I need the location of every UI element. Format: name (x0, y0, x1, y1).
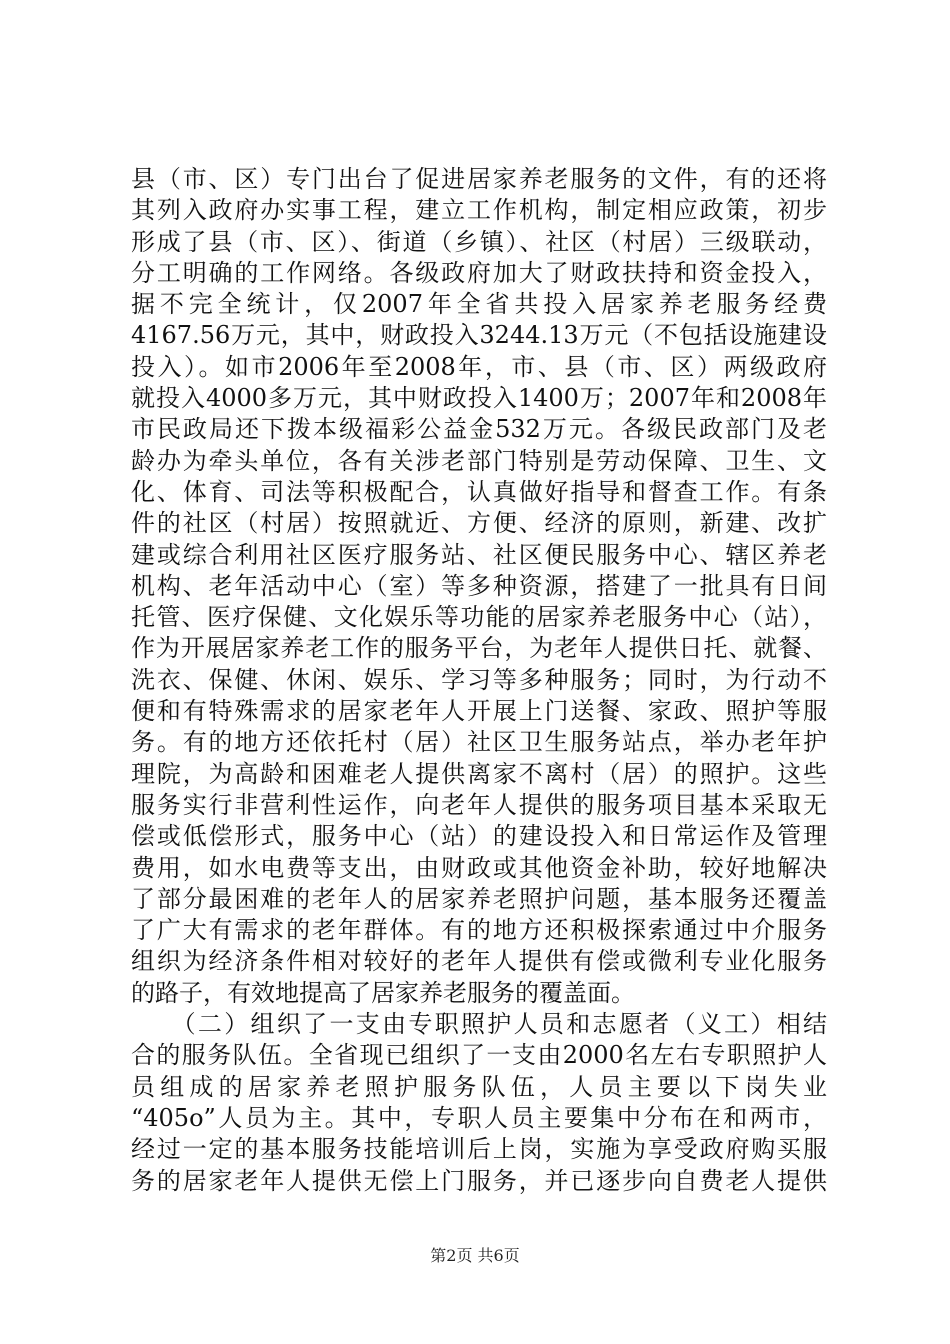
text-line: 员组成的居家养老照护服务队伍，人员主要以下岗失业 (131, 1072, 827, 1101)
text-line: 县（市、区）专门出台了促进居家养老服务的文件，有的还将 (131, 165, 827, 193)
text-line: 就投入4000多万元，其中财政投入1400万；2007年和2008年 (131, 384, 827, 413)
text-line: 务。有的地方还依托村（居）社区卫生服务站点，举办老年护 (131, 728, 827, 757)
text-line: 分工明确的工作网络。各级政府加大了财政扶持和资金投入， (131, 258, 827, 287)
text-line: 便和有特殊需求的居家老年人开展上门送餐、家政、照护等服 (131, 697, 827, 726)
text-line: 的路子，有效地提高了居家养老服务的覆盖面。 (131, 978, 635, 1007)
text-line: 服务实行非营利性运作，向老年人提供的服务项目基本采取无 (131, 790, 827, 819)
text-line: 费用，如水电费等支出，由财政或其他资金补助，较好地解决 (131, 853, 827, 882)
text-line: 作为开展居家养老工作的服务平台，为老年人提供日托、就餐、 (131, 634, 827, 663)
text-line: 据不完全统计，仅2007年全省共投入居家养老服务经费 (131, 290, 827, 319)
text-line: 偿或低偿形式，服务中心（站）的建设投入和日常运作及管理 (131, 822, 827, 851)
text-line: 洗衣、保健、休闲、娱乐、学习等多种服务；同时，为行动不 (131, 665, 827, 694)
text-line: 经过一定的基本服务技能培训后上岗，实施为享受政府购买服 (131, 1135, 827, 1164)
text-line: 龄办为牵头单位，各有关涉老部门特别是劳动保障、卫生、文 (131, 446, 827, 475)
text-line: 了广大有需求的老年群体。有的地方还积极探索通过中介服务 (131, 916, 827, 945)
text-line: 形成了县（市、区）、街道（乡镇）、社区（村居）三级联动， (131, 227, 827, 256)
text-line: 组织为经济条件相对较好的老年人提供有偿或微利专业化服务 (131, 947, 827, 976)
text-line: 了部分最困难的老年人的居家养老照护问题，基本服务还覆盖 (131, 884, 827, 913)
page-footer: 第2页 共6页 (430, 1246, 520, 1265)
text-line: 化、体育、司法等积极配合，认真做好指导和督查工作。有条 (131, 477, 827, 506)
text-line: 务的居家老年人提供无偿上门服务，并已逐步向自费老人提供 (131, 1166, 827, 1195)
text-line: 件的社区（村居）按照就近、方便、经济的原则，新建、改扩 (131, 509, 827, 538)
text-line: 机构、老年活动中心（室）等多种资源，搭建了一批具有日间 (131, 571, 827, 600)
text-line: 建或综合利用社区医疗服务站、社区便民服务中心、辖区养老 (131, 540, 827, 569)
body-text (131, 164, 827, 1197)
text-line: 投入）。如市2006年至2008年，市、县（市、区）两级政府 (131, 352, 827, 381)
text-line: 市民政局还下拨本级福彩公益金532万元。各级民政部门及老 (131, 415, 827, 444)
text-line: “405o”人员为主。其中，专职人员主要集中分布在和两市， (131, 1103, 827, 1132)
text-line: 4167.56万元，其中，财政投入3244.13万元（不包括设施建设 (131, 321, 827, 350)
text-line: 合的服务队伍。全省现已组织了一支由2000名左右专职照护人 (131, 1041, 827, 1070)
text-line: 其列入政府办实事工程，建立工作机构，制定相应政策，初步 (131, 196, 827, 225)
text-line: 理院，为高龄和困难老人提供离家不离村（居）的照护。这些 (131, 759, 827, 788)
text-line: 托管、医疗保健、文化娱乐等功能的居家养老服务中心（站）， (131, 603, 827, 632)
text-line: （二）组织了一支由专职照护人员和志愿者（义工）相结 (131, 1010, 827, 1039)
